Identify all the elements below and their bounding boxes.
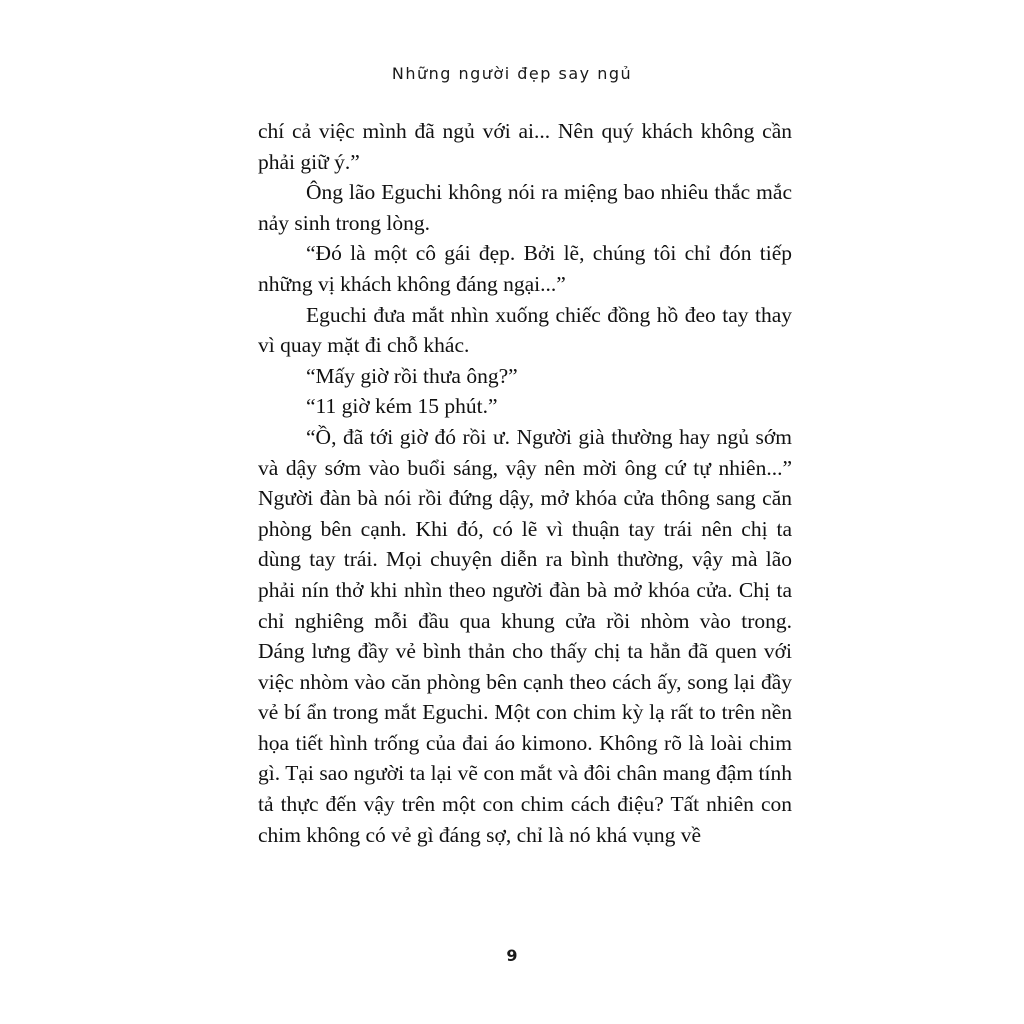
paragraph: “Mấy giờ rồi thưa ông?” [306, 363, 518, 388]
running-header-title: Những người đẹp say ngủ [391, 64, 633, 83]
paragraph-continuation: chí cả việc mình đã ngủ với ai... Nên quý khách không cần phải giữ ý.” [258, 119, 792, 174]
paragraph: Eguchi đưa mắt nhìn xuống chiếc đồng hồ đeo tay thay vì quay mặt đi chỗ khác. [258, 302, 792, 358]
paragraph: “Ồ, đã tới giờ đó rồi ư. Người già thường hay ngủ sớm và dậy sớm vào buổi sáng, vậy nên mời ông cứ tự nhiên...” Người đàn bà nói rồi đứng dậy, mở khóa cửa thông sang căn phòng bên cạnh. Khi đó, có lẽ vì thuận tay trái nên chị ta dùng tay trái. Mọi chuyện diễn ra bình thường, vậy mà lão phải nín thở khi nhìn theo người đàn bà mở khóa cửa. Chị ta chỉ nghiêng mỗi đầu qua khung cửa rồi nhòm vào trong. Dáng lưng đầy vẻ bình thản cho thấy chị ta hẳn đã quen với việc nhòm vào căn phòng bên cạnh theo cách ấy, song lại đầy vẻ bí ẩn trong mắt Eguchi. Một con chim kỳ lạ rất to trên nền họa tiết hình trống của đai áo kimono. Không rõ là loài chim gì. Tại sao người ta lại vẽ con mắt và đôi chân mang đậm tính tả thực đến vậy trên một con chim cách điệu? Tất nhiên con chim không có vẻ gì đáng sợ, chỉ là nó khá vụng về [258, 424, 792, 847]
page-number: 9 [506, 946, 518, 965]
paragraph: “11 giờ kém 15 phút.” [306, 394, 498, 419]
paragraph: Ông lão Eguchi không nói ra miệng bao nhiêu thắc mắc nảy sinh trong lòng. [258, 180, 792, 235]
body-text [258, 116, 792, 850]
paragraph: “Đó là một cô gái đẹp. Bởi lẽ, chúng tôi chỉ đón tiếp những vị khách không đáng ngại...” [258, 241, 792, 296]
